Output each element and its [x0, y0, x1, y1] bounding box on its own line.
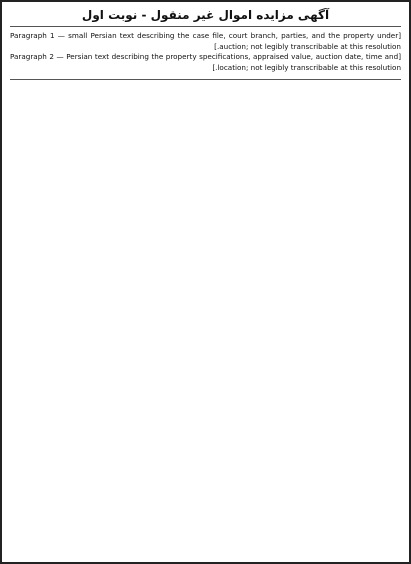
notice-paragraph-2: [Paragraph 2 — Persian text describing the property specifications, appraised value, auction date, time and location; not legibly transcribable at this resolution.]: [10, 52, 401, 73]
notice-signature: [10, 79, 401, 83]
notice-paragraph-1: [Paragraph 1 — small Persian text describing the case file, court branch, parties, and the property under auction; not legibly transcribable at this resolution.]: [10, 31, 401, 51]
notice-title: آگهی مزایده اموال غیر منقول - نوبت اول: [10, 7, 401, 27]
